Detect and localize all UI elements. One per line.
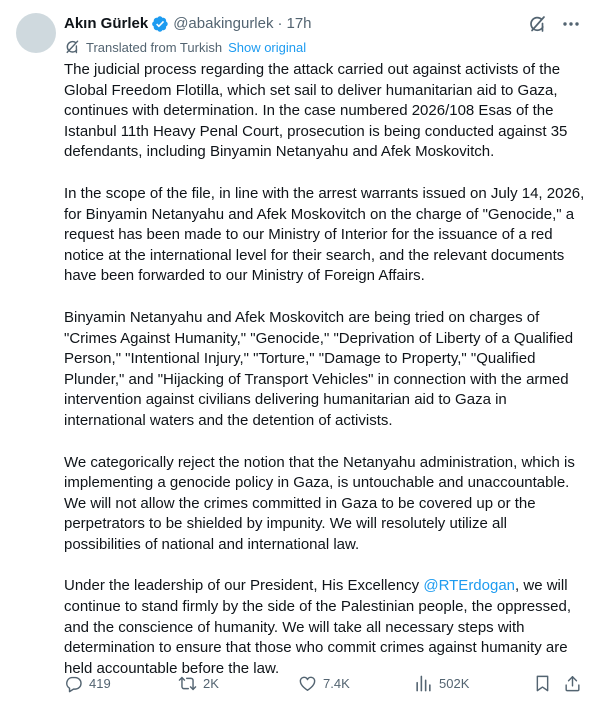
bookmark-button[interactable] [533,674,558,693]
reply-button[interactable] [64,674,111,693]
separator-dot: · [277,15,283,32]
translation-notice [64,38,306,56]
author-name[interactable]: Akın Gürlek [64,15,149,32]
views-count: 502K [439,675,470,691]
paragraph-1: The judicial process regarding the attack carried out against activists of the Global Freedom Flotilla, which set sail to deliver humanitarian aid to Gaza, continues with determination. In the case numbered 2026/108 Esas of the Istanbul 11th Heavy Penal Court, prosecution is being conducted against 35 defendants, including Binyamin Netanyahu and Afek Moskovitch. [64,61,568,161]
paragraph-4: We categorically reject the notion that the Netanyahu administration, which is implementing a genocide policy in Gaza, is untouchable and unaccountable. We will not allow the crimes committed in Gaza to be covered up or the perpetrators to be shielded by impunity. We will resolutely utilize all possibilities of national and international law. [64,453,575,553]
timestamp[interactable]: 17h [286,15,312,32]
mention-link[interactable]: @RTErdogan [423,577,516,595]
show-original-link[interactable]: Show original [228,39,307,55]
translated-label: Translated from Turkish [86,39,223,55]
more-icon[interactable] [561,14,581,34]
paragraph-2: In the scope of the file, in line with the arrest warrants issued on July 14, 2026, for Binyamin Netanyahu and Afek Moskovitch on the charge of "Genocide," a request has been made to our Ministry of Interior for the issuance of a red notice at the international level for their search, and the relevant documents have been forwarded to our Ministry of Foreign Affairs. [64,184,585,285]
translate-icon [64,39,80,55]
paragraph-5-start: Under the leadership of our President, His Excellency [64,577,424,595]
header-actions [527,14,581,34]
repost-icon [178,674,197,693]
paragraph-3: Binyamin Netanyahu and Afek Moskovitch are being tried on charges of "Crimes Against Humanity," "Genocide," "Deprivation of Liberty of a Qualified Person," "Intentional Injury," "Torture," "Damage to Property," "Qualified Plunder," and "Hijacking of Transport Vehicles" in connection with the armed intervention against civilians delivering humanitarian aid to Gaza in international waters and the detention of activists. [64,308,574,429]
avatar[interactable] [16,13,56,53]
reply-count: 419 [89,675,111,691]
paragraph-5 [64,576,586,679]
views-button[interactable] [414,674,469,693]
like-count: 7.4K [323,675,350,691]
tweet-header [64,13,581,35]
reply-icon [64,674,83,693]
grok-icon[interactable] [527,14,547,34]
paragraph-5-end: , we will continue to stand firmly by the side of the Palestinian people, the oppressed, and the conscience of humanity. We will take all necessary steps with determination to ensure that those who commit crimes against humanity are held accountable before the law. [64,577,571,677]
share-icon [563,674,582,693]
action-bar [64,672,586,694]
like-button[interactable] [298,674,350,693]
bookmark-icon [533,674,552,693]
author-handle[interactable]: @abakingurlek [173,15,274,32]
like-icon [298,674,317,693]
views-icon [414,674,433,693]
repost-button[interactable] [178,674,219,693]
tweet-text [64,60,586,700]
verified-badge-icon[interactable] [151,15,169,33]
share-button[interactable] [563,674,588,693]
repost-count: 2K [203,675,219,691]
